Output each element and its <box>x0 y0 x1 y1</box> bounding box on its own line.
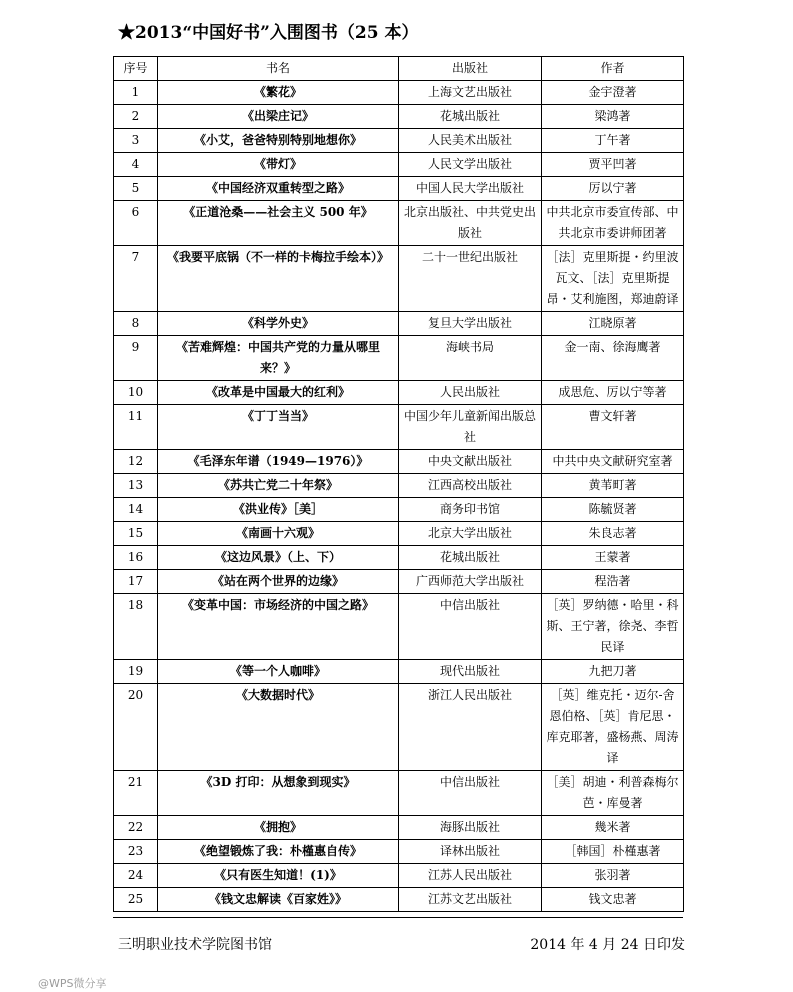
publisher-cell: 江西高校出版社 <box>399 474 542 498</box>
publisher-cell: 花城出版社 <box>399 546 542 570</box>
publisher-cell: 上海文艺出版社 <box>399 81 542 105</box>
publisher-cell: 江苏文艺出版社 <box>399 888 542 912</box>
row-number: 13 <box>114 474 158 498</box>
book-title: 《站在两个世界的边缘》 <box>158 570 399 594</box>
table-row <box>114 336 684 381</box>
book-title: 《中国经济双重转型之路》 <box>158 177 399 201</box>
book-title: 《这边风景》（上、下） <box>158 546 399 570</box>
row-number: 24 <box>114 864 158 888</box>
book-title: 《绝望锻炼了我：朴槿惠自传》 <box>158 840 399 864</box>
book-title: 《科学外史》 <box>158 312 399 336</box>
table-row <box>114 129 684 153</box>
row-number: 8 <box>114 312 158 336</box>
author-cell: ［美］胡迪・利普森梅尔芭・库曼著 <box>542 771 684 816</box>
row-number: 19 <box>114 660 158 684</box>
publisher-cell: 复旦大学出版社 <box>399 312 542 336</box>
row-number: 6 <box>114 201 158 246</box>
row-number: 15 <box>114 522 158 546</box>
author-cell: 江晓原著 <box>542 312 684 336</box>
author-cell: 贾平凹著 <box>542 153 684 177</box>
publisher-cell: 江苏人民出版社 <box>399 864 542 888</box>
row-number: 18 <box>114 594 158 660</box>
book-title: 《丁丁当当》 <box>158 405 399 450</box>
publisher-cell: 海豚出版社 <box>399 816 542 840</box>
book-title: 《等一个人咖啡》 <box>158 660 399 684</box>
table-row <box>114 888 684 912</box>
table-body <box>114 81 684 912</box>
table-row <box>114 81 684 105</box>
author-cell: 朱良志著 <box>542 522 684 546</box>
publisher-cell: 译林出版社 <box>399 840 542 864</box>
book-title: 《改革是中国最大的红利》 <box>158 381 399 405</box>
row-number: 9 <box>114 336 158 381</box>
publisher-cell: 花城出版社 <box>399 105 542 129</box>
book-title: 《钱文忠解读《百家姓》》 <box>158 888 399 912</box>
wps-watermark: @WPS微分享 <box>38 977 107 990</box>
publisher-cell: 中信出版社 <box>399 771 542 816</box>
document-title: ★2013“中国好书”入围图书（25 本） <box>118 23 419 43</box>
row-number: 10 <box>114 381 158 405</box>
publisher-cell: 商务印书馆 <box>399 498 542 522</box>
table-row <box>114 153 684 177</box>
publisher-cell: 人民美术出版社 <box>399 129 542 153</box>
table-row <box>114 312 684 336</box>
book-title: 《只有医生知道！(1)》 <box>158 864 399 888</box>
row-number: 16 <box>114 546 158 570</box>
table-row <box>114 840 684 864</box>
author-cell: 张羽著 <box>542 864 684 888</box>
author-cell: 曹文轩著 <box>542 405 684 450</box>
book-title: 《繁花》 <box>158 81 399 105</box>
author-cell: 幾米著 <box>542 816 684 840</box>
book-title: 《正道沧桑——社会主义 500 年》 <box>158 201 399 246</box>
author-cell: ［韩国］朴槿惠著 <box>542 840 684 864</box>
book-title: 《变革中国：市场经济的中国之路》 <box>158 594 399 660</box>
book-title: 《拥抱》 <box>158 816 399 840</box>
author-cell: 黄苇町著 <box>542 474 684 498</box>
book-list-table <box>113 56 684 912</box>
row-number: 22 <box>114 816 158 840</box>
book-title: 《3D 打印：从想象到现实》 <box>158 771 399 816</box>
publisher-cell: 二十一世纪出版社 <box>399 246 542 312</box>
author-cell: 钱文忠著 <box>542 888 684 912</box>
table-row <box>114 684 684 771</box>
row-number: 17 <box>114 570 158 594</box>
book-title: 《我要平底锅（不一样的卡梅拉手绘本）》 <box>158 246 399 312</box>
table-row <box>114 246 684 312</box>
author-cell: 中共中央文献研究室著 <box>542 450 684 474</box>
footer-issuer: 三明职业技术学院图书馆 <box>118 937 272 953</box>
table-header-row <box>114 57 684 81</box>
publisher-cell: 浙江人民出版社 <box>399 684 542 771</box>
table-row <box>114 570 684 594</box>
header-number: 序号 <box>114 57 158 81</box>
book-title: 《小艾，爸爸特别特别地想你》 <box>158 129 399 153</box>
table-row <box>114 771 684 816</box>
author-cell: 梁鸿著 <box>542 105 684 129</box>
row-number: 20 <box>114 684 158 771</box>
author-cell: 程浩著 <box>542 570 684 594</box>
book-title: 《毛泽东年谱（1949—1976）》 <box>158 450 399 474</box>
publisher-cell: 北京大学出版社 <box>399 522 542 546</box>
book-title: 《带灯》 <box>158 153 399 177</box>
author-cell: ［法］克里斯提・约里波瓦文、［法］克里斯提昂・艾利施图，郑迪蔚译 <box>542 246 684 312</box>
publisher-cell: 中信出版社 <box>399 594 542 660</box>
table-row <box>114 201 684 246</box>
author-cell: 陈毓贤著 <box>542 498 684 522</box>
row-number: 1 <box>114 81 158 105</box>
author-cell: 中共北京市委宣传部、中共北京市委讲师团著 <box>542 201 684 246</box>
row-number: 14 <box>114 498 158 522</box>
book-title: 《南画十六观》 <box>158 522 399 546</box>
table-row <box>114 816 684 840</box>
row-number: 4 <box>114 153 158 177</box>
row-number: 25 <box>114 888 158 912</box>
book-title: 《苏共亡党二十年祭》 <box>158 474 399 498</box>
table-row <box>114 864 684 888</box>
table-row <box>114 522 684 546</box>
author-cell: ［英］罗纳德・哈里・科斯、王宁著，徐尧、李哲民译 <box>542 594 684 660</box>
publisher-cell: 人民文学出版社 <box>399 153 542 177</box>
publisher-cell: 人民出版社 <box>399 381 542 405</box>
table-row <box>114 450 684 474</box>
table-row <box>114 177 684 201</box>
author-cell: 成思危、厉以宁等著 <box>542 381 684 405</box>
footer-date: 2014 年 4 月 24 日印发 <box>530 937 685 953</box>
row-number: 2 <box>114 105 158 129</box>
header-publisher: 出版社 <box>399 57 542 81</box>
footer-divider <box>113 917 683 918</box>
table-row <box>114 546 684 570</box>
row-number: 23 <box>114 840 158 864</box>
table-row <box>114 594 684 660</box>
row-number: 7 <box>114 246 158 312</box>
table-row <box>114 381 684 405</box>
publisher-cell: 广西师范大学出版社 <box>399 570 542 594</box>
author-cell: ［英］维克托・迈尔-舍恩伯格、［英］肯尼思・库克耶著，盛杨燕、周涛译 <box>542 684 684 771</box>
author-cell: 王蒙著 <box>542 546 684 570</box>
book-title: 《大数据时代》 <box>158 684 399 771</box>
header-author: 作者 <box>542 57 684 81</box>
row-number: 21 <box>114 771 158 816</box>
publisher-cell: 海峡书局 <box>399 336 542 381</box>
table-row <box>114 498 684 522</box>
table-row <box>114 405 684 450</box>
author-cell: 丁午著 <box>542 129 684 153</box>
publisher-cell: 中国人民大学出版社 <box>399 177 542 201</box>
author-cell: 金宇澄著 <box>542 81 684 105</box>
table-row <box>114 660 684 684</box>
book-title: 《苦难辉煌：中国共产党的力量从哪里来？》 <box>158 336 399 381</box>
row-number: 11 <box>114 405 158 450</box>
header-title: 书名 <box>158 57 399 81</box>
table-row <box>114 474 684 498</box>
publisher-cell: 中国少年儿童新闻出版总社 <box>399 405 542 450</box>
book-title: 《出梁庄记》 <box>158 105 399 129</box>
book-title: 《洪业传》［美］ <box>158 498 399 522</box>
row-number: 5 <box>114 177 158 201</box>
publisher-cell: 中央文献出版社 <box>399 450 542 474</box>
author-cell: 九把刀著 <box>542 660 684 684</box>
table-row <box>114 105 684 129</box>
author-cell: 金一南、徐海鹰著 <box>542 336 684 381</box>
publisher-cell: 现代出版社 <box>399 660 542 684</box>
publisher-cell: 北京出版社、中共党史出版社 <box>399 201 542 246</box>
author-cell: 厉以宁著 <box>542 177 684 201</box>
row-number: 3 <box>114 129 158 153</box>
row-number: 12 <box>114 450 158 474</box>
